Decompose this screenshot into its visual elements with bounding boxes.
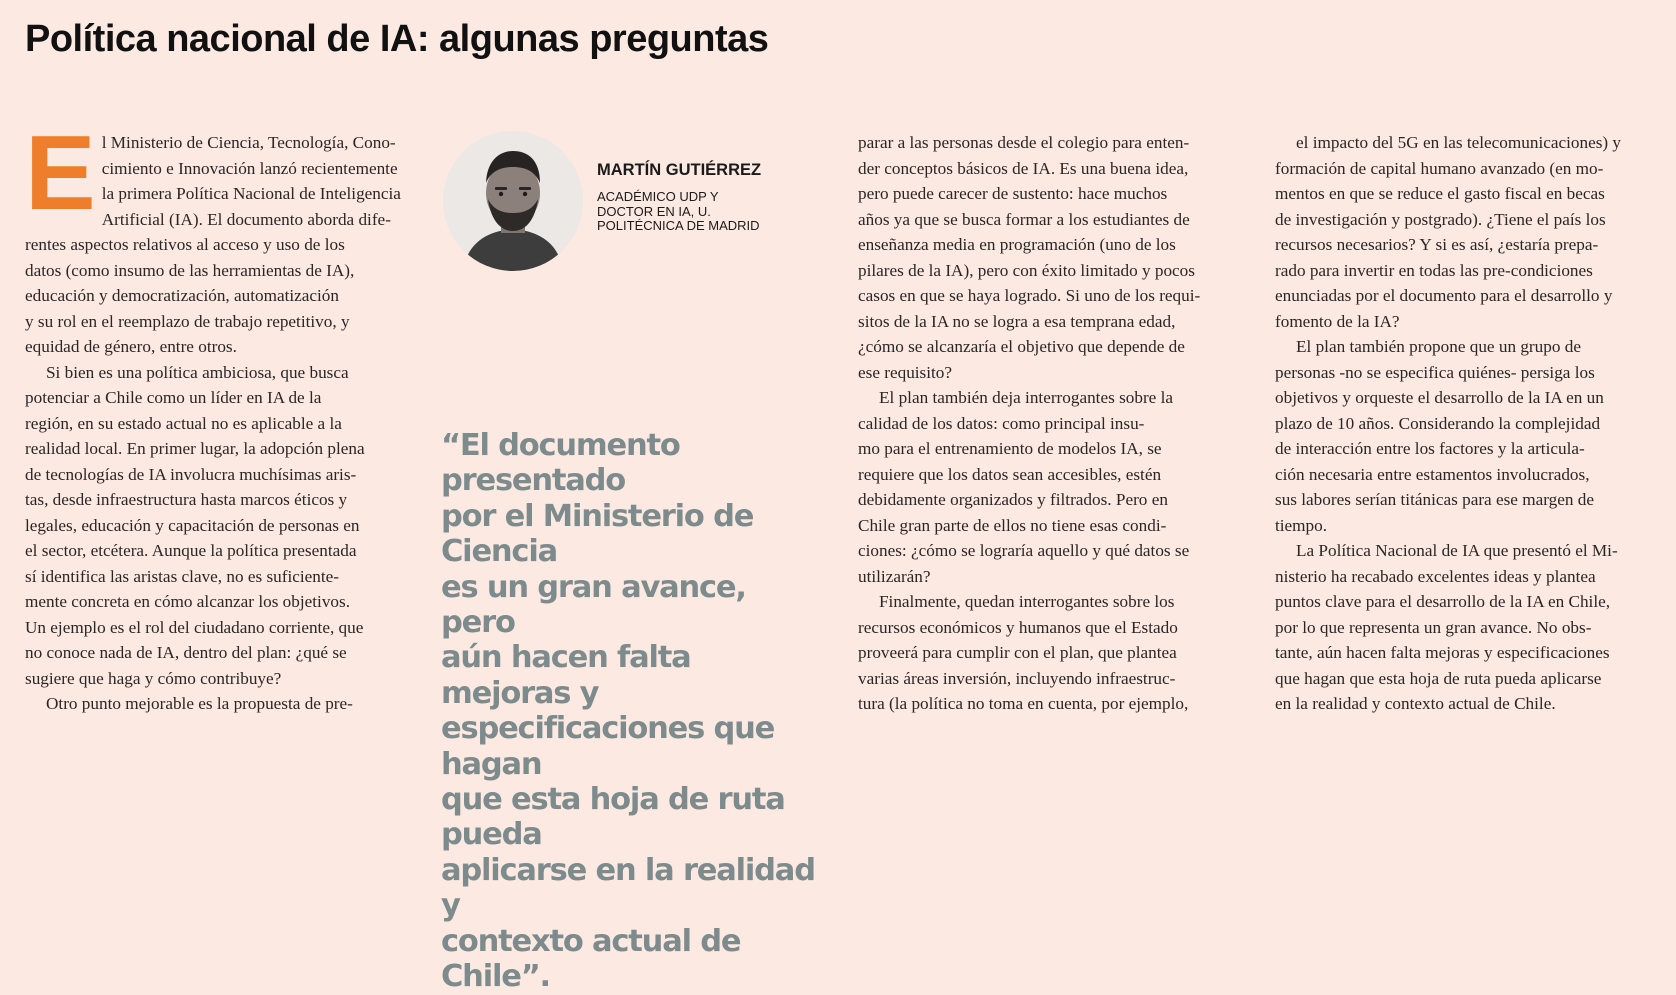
text-line: por lo que representa un gran avance. No obs- — [1275, 617, 1592, 637]
text-line: equidad de género, entre otros. — [25, 337, 237, 356]
pull-quote-line: especificaciones que hagan — [441, 711, 775, 782]
article-paragraph — [25, 691, 413, 717]
text-line: varias áreas inversión, incluyendo infraestruc- — [858, 668, 1176, 688]
text-line: mente concreta en cómo alcanzar los objetivos. — [25, 592, 350, 611]
text-line: rado para invertir en todas las pre-condiciones — [1275, 260, 1593, 280]
text-line: recursos económicos y humanos que el Estado — [858, 617, 1178, 637]
article-paragraph — [25, 114, 413, 360]
drop-cap: E — [25, 114, 96, 232]
author-role-line: DOCTOR EN IA, U. — [597, 203, 711, 219]
article-paragraph — [858, 589, 1240, 717]
text-line: El plan también propone que un grupo de — [1296, 337, 1581, 356]
text-line: cimiento e Innovación lanzó recientemente — [101, 158, 398, 178]
text-line: sus labores serían titánicas para ese margen de — [1275, 490, 1594, 509]
text-line: ciones: ¿cómo se lograría aquello y qué datos se — [858, 541, 1190, 560]
text-line: ese requisito? — [858, 362, 953, 382]
text-line: der conceptos básicos de IA. Es una buena idea, — [858, 158, 1189, 178]
article-paragraph — [25, 360, 413, 692]
text-line: sí identifica las aristas clave, no es suficiente- — [25, 566, 340, 586]
text-line: de tecnologías de IA involucra muchísimas aris- — [25, 464, 357, 484]
article-paragraph — [858, 385, 1240, 589]
text-line: tiempo. — [1275, 515, 1328, 535]
text-line: no conoce nada de IA, dentro del plan: ¿qué se — [25, 643, 347, 662]
text-line: enseñanza media en programación (uno de los — [858, 235, 1176, 254]
text-line: educación y democratización, automatización — [25, 286, 339, 305]
text-line: datos (como insumo de las herramientas de IA), — [25, 260, 355, 280]
text-line: de interacción entre los factores y la articula- — [1275, 439, 1585, 458]
text-line: plazo de 10 años. Considerando la complejidad — [1275, 413, 1601, 433]
article-paragraph — [858, 130, 1240, 385]
text-line: tante, aún hacen falta mejoras y especificaciones — [1275, 643, 1610, 662]
article-column-1 — [25, 114, 413, 717]
text-line: pero puede carecer de sustento: hace muchos — [858, 184, 1168, 203]
text-line: casos en que se haya logrado. Si uno de los requi- — [858, 286, 1201, 305]
text-line: l Ministerio de Ciencia, Tecnología, Cono- — [101, 133, 396, 152]
text-line: La Política Nacional de IA que presentó el Mi- — [1296, 541, 1618, 560]
pull-quote-line: por el Ministerio de Ciencia — [441, 498, 754, 570]
text-line: enunciadas por el documento para el desarrollo y — [1275, 286, 1613, 305]
text-line: tura (la política no toma en cuenta, por ejemplo, — [858, 694, 1189, 713]
text-line: nisterio ha recabado excelentes ideas y plantea — [1275, 566, 1596, 586]
text-line: calidad de los datos: como principal insu- — [858, 413, 1145, 433]
article-title: Política nacional de IA: algunas preguntas — [25, 18, 769, 60]
article-paragraph — [1275, 334, 1663, 538]
text-line: y su rol en el reemplazo de trabajo repetitivo, y — [25, 311, 350, 331]
text-line: debidamente organizados y filtrados. Pero en — [858, 490, 1168, 509]
text-line: potenciar a Chile como un líder en IA de la — [25, 388, 322, 407]
text-line: Finalmente, quedan interrogantes sobre los — [879, 592, 1175, 611]
article-paragraph — [1275, 538, 1663, 717]
text-line: Un ejemplo es el rol del ciudadano corriente, que — [25, 617, 364, 637]
text-line: el impacto del 5G en las telecomunicaciones) y — [1296, 133, 1622, 152]
text-line: requiere que los datos sean accesibles, estén — [858, 464, 1162, 484]
text-line: la primera Política Nacional de Inteligencia — [101, 184, 401, 203]
pull-quote-line: aplicarse en la realidad y — [441, 852, 815, 924]
text-line: Si bien es una política ambiciosa, que busca — [46, 362, 349, 382]
text-line: personas -no se especifica quiénes- persiga los — [1275, 362, 1595, 382]
text-line: sitos de la IA no se logra a esa temprana edad, — [858, 311, 1176, 331]
author-portrait-icon — [443, 131, 583, 271]
pull-quote-line: aún hacen falta mejoras y — [441, 640, 691, 711]
text-line: mentos en que se reduce el gasto fiscal en becas — [1275, 184, 1605, 203]
text-line: realidad local. En primer lugar, la adopción plena — [25, 439, 365, 458]
text-line: puntos clave para el desarrollo de la IA en Chile, — [1275, 592, 1611, 611]
text-line: que hagan que esta hoja de ruta pueda aplicarse — [1275, 668, 1602, 688]
text-line: El plan también deja interrogantes sobre la — [879, 388, 1173, 407]
text-line: sugiere que haga y cómo contribuye? — [25, 668, 282, 688]
author-role-line: POLITÉCNICA DE MADRID — [597, 218, 760, 233]
author-avatar — [443, 131, 583, 271]
text-line: recursos necesarios? Y si es así, ¿estaría prepa- — [1275, 235, 1599, 254]
text-line: pilares de la IA), pero con éxito limitado y pocos — [858, 260, 1195, 280]
text-line: rentes aspectos relativos al acceso y uso de los — [25, 235, 345, 254]
text-line: el sector, etcétera. Aunque la política presentada — [25, 541, 357, 560]
text-line: ¿cómo se alcanzaría el objetivo que depende de — [858, 337, 1185, 356]
text-line: proveerá para cumplir con el plan, que plantea — [858, 643, 1177, 662]
text-line: mo para el entrenamiento de modelos IA, se — [858, 439, 1162, 458]
author-role — [597, 190, 797, 234]
pull-quote-line: contexto actual de Chile”. — [441, 923, 741, 995]
text-line: parar a las personas desde el colegio para enten- — [858, 133, 1190, 152]
text-line: ción necesaria entre estamentos involucrados, — [1275, 464, 1590, 484]
author-role-line: ACADÉMICO UDP Y — [597, 189, 719, 204]
text-line: objetivos y orqueste el desarrollo de la IA en un — [1275, 388, 1604, 407]
pull-quote-line: que esta hoja de ruta pueda — [441, 782, 785, 853]
author-name: MARTÍN GUTIÉRREZ — [597, 161, 762, 179]
text-line: región, en su estado actual no es aplicable a la — [25, 413, 342, 433]
text-line: Otro punto mejorable es la propuesta de pre- — [46, 694, 353, 713]
text-line: fomento de la IA? — [1275, 311, 1400, 331]
text-line: legales, educación y capacitación de personas en — [25, 515, 360, 535]
text-line: Chile gran parte de ellos no tiene esas condi- — [858, 515, 1167, 535]
text-line: años ya que se busca formar a los estudiantes de — [858, 209, 1190, 229]
text-line: utilizarán? — [858, 566, 931, 586]
pull-quote-line: es un gran avance, pero — [441, 569, 746, 641]
pull-quote-line: “El documento presentado — [441, 428, 680, 499]
text-line: en la realidad y contexto actual de Chile. — [1275, 694, 1556, 713]
text-line: de investigación y postgrado). ¿Tiene el país los — [1275, 209, 1606, 229]
article-column-2 — [858, 130, 1240, 717]
text-line: Artificial (IA). El documento aborda dife- — [101, 209, 391, 229]
pull-quote — [441, 428, 821, 995]
article-paragraph — [1275, 130, 1663, 334]
text-line: tas, desde infraestructura hasta marcos éticos y — [25, 490, 348, 509]
article-column-3 — [1275, 130, 1663, 717]
text-line: formación de capital humano avanzado (en mo- — [1275, 158, 1604, 178]
